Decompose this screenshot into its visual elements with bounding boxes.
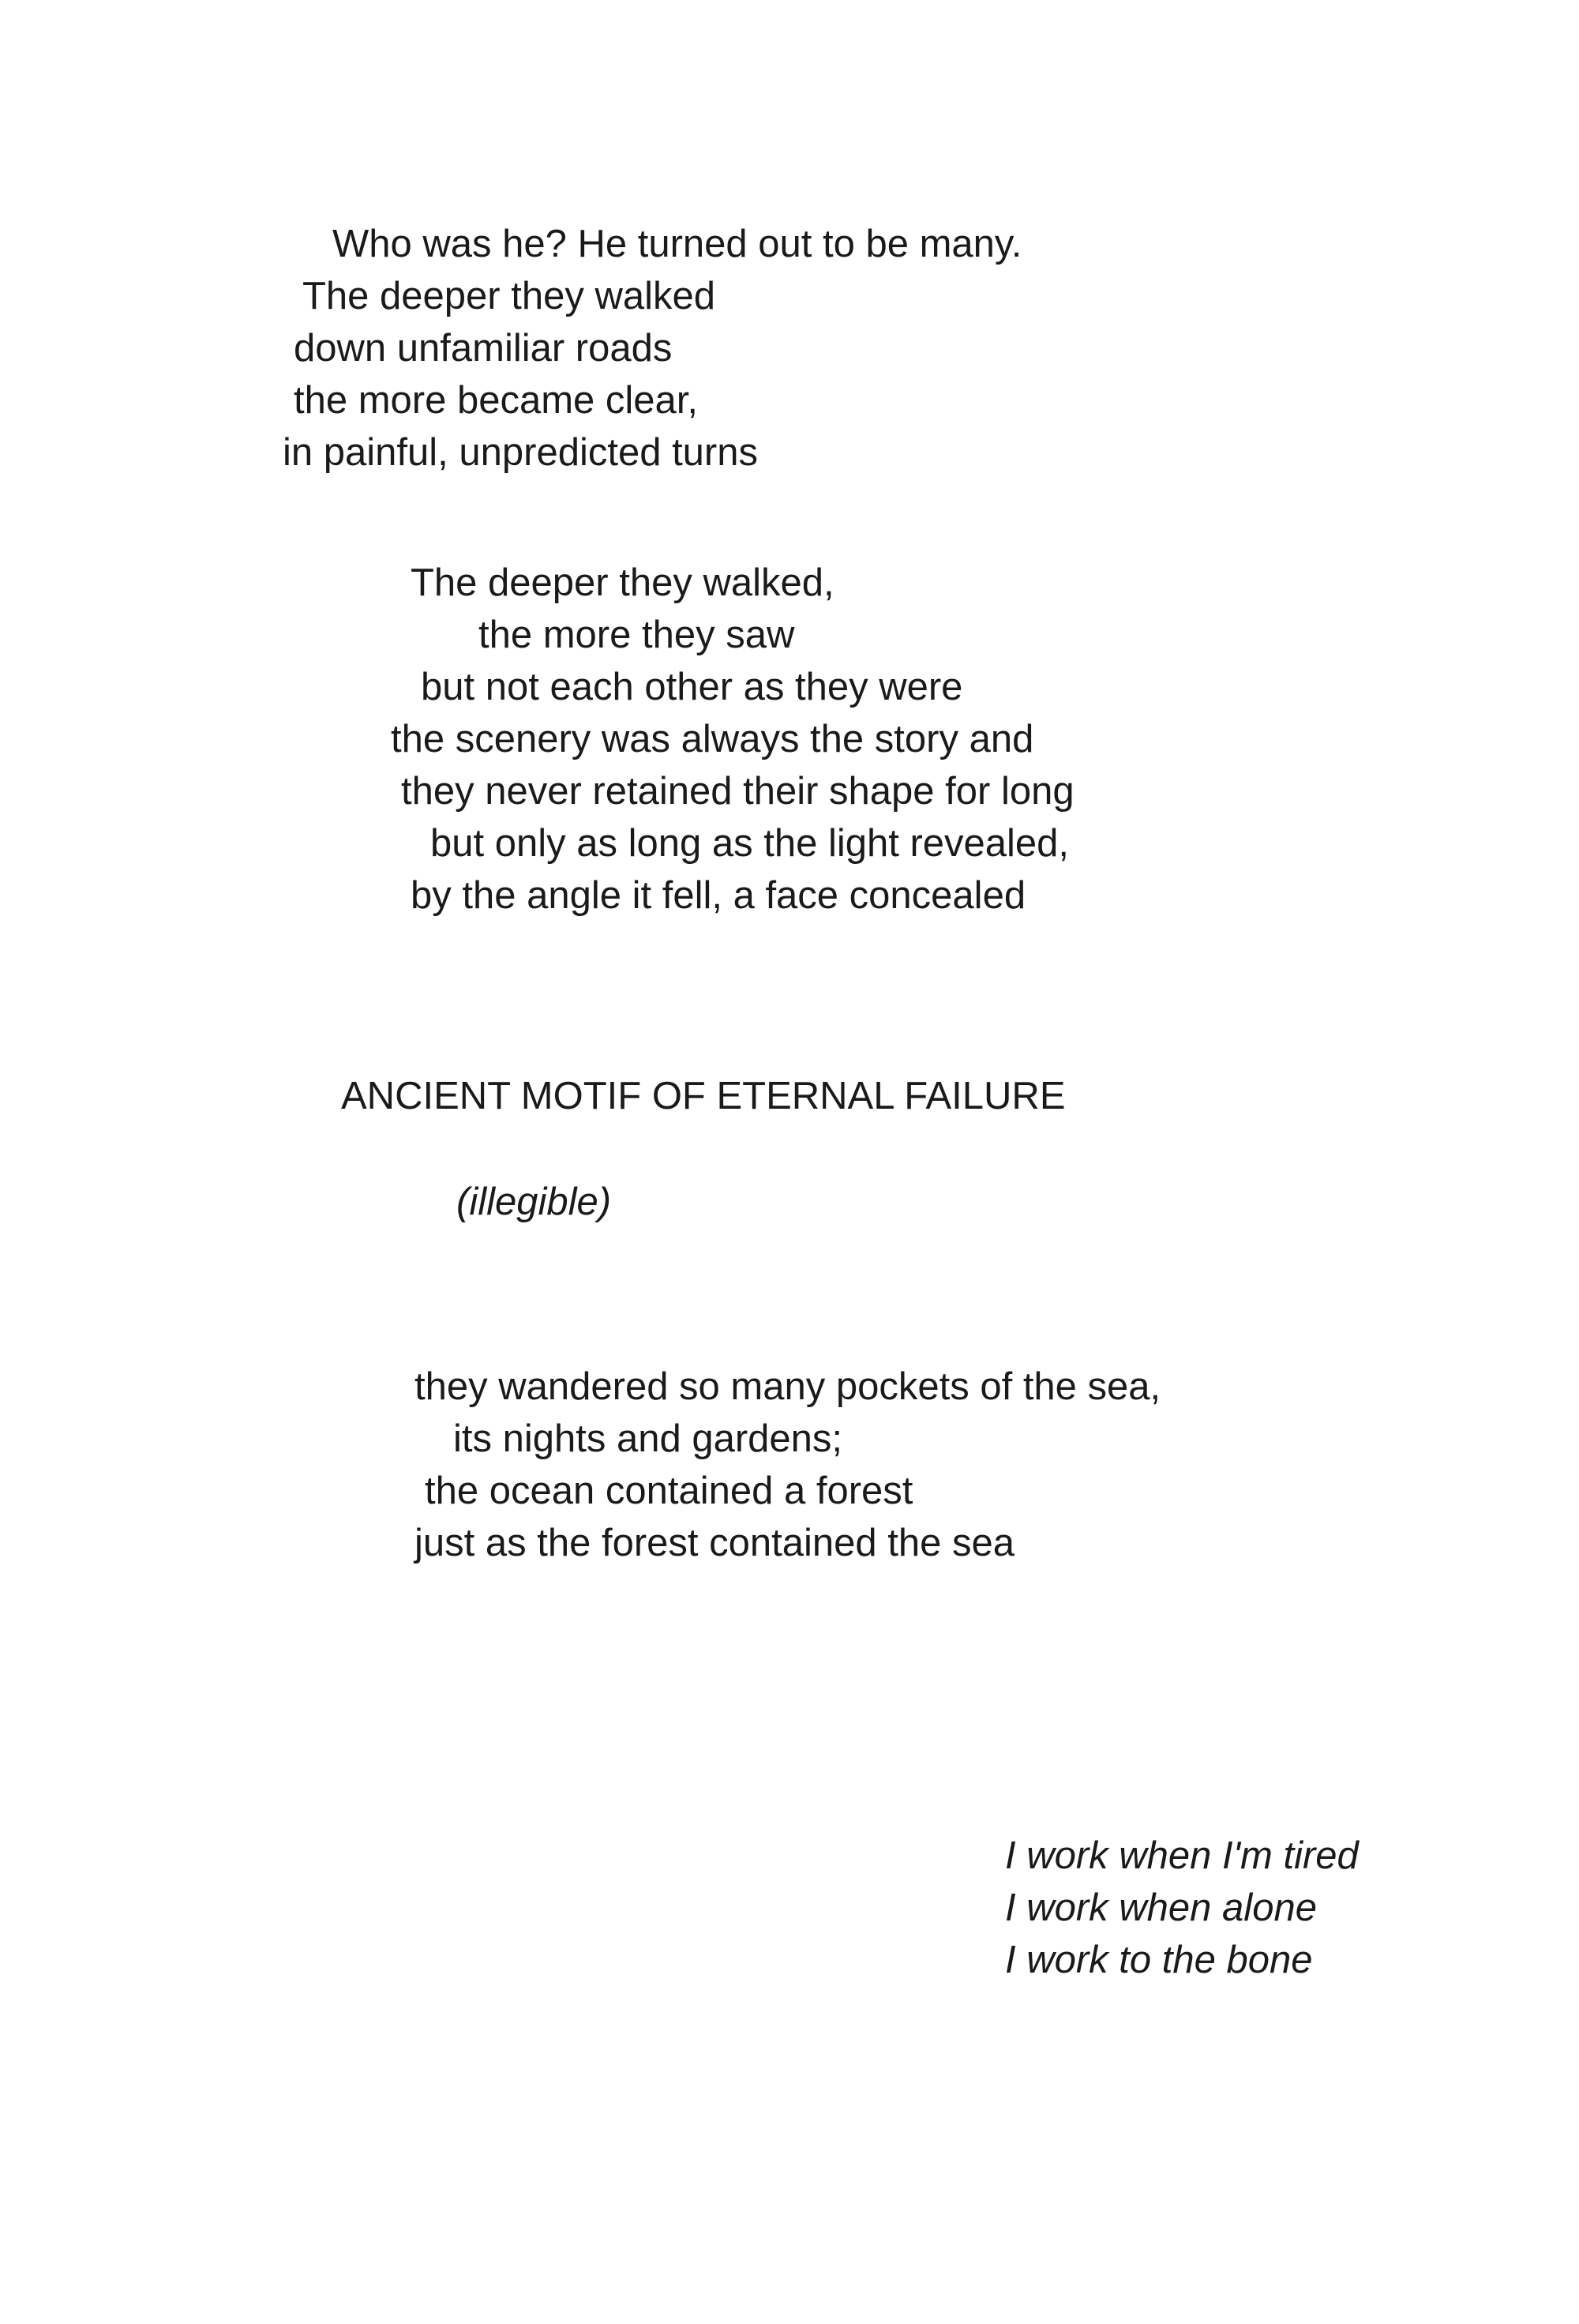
section-heading: ANCIENT MOTIF OF ETERNAL FAILURE: [341, 1075, 1066, 1117]
stanza-3-line-1: they wandered so many pockets of the sea,: [414, 1365, 1161, 1408]
illegible-note: (illegible): [456, 1181, 612, 1223]
stanza-4-line-2: I work when alone: [1005, 1887, 1317, 1929]
stanza-4-line-3: I work to the bone: [1005, 1939, 1313, 1981]
stanza-2-line-5: they never retained their shape for long: [401, 770, 1075, 813]
stanza-4-line-1: I work when I'm tired: [1005, 1834, 1359, 1877]
stanza-1-line-1: Who was he? He turned out to be many.: [332, 223, 1022, 265]
stanza-2-line-3: but not each other as they were: [421, 666, 963, 708]
stanza-1-line-5: in painful, unpredicted turns: [283, 431, 758, 474]
stanza-3-line-2: its nights and gardens;: [453, 1417, 843, 1460]
stanza-2-line-7: by the angle it fell, a face concealed: [411, 874, 1026, 917]
stanza-2-line-2: the more they saw: [478, 614, 795, 656]
stanza-2-line-1: The deeper they walked,: [411, 561, 835, 604]
stanza-1-line-2: The deeper they walked: [302, 275, 715, 317]
stanza-1-line-3: down unfamiliar roads: [294, 327, 673, 370]
stanza-1-line-4: the more became clear,: [294, 379, 699, 422]
stanza-3-line-4: just as the forest contained the sea: [414, 1522, 1015, 1564]
stanza-2-line-6: but only as long as the light revealed,: [430, 822, 1070, 865]
stanza-2-line-4: the scenery was always the story and: [391, 718, 1034, 760]
stanza-3-line-3: the ocean contained a forest: [425, 1470, 913, 1512]
